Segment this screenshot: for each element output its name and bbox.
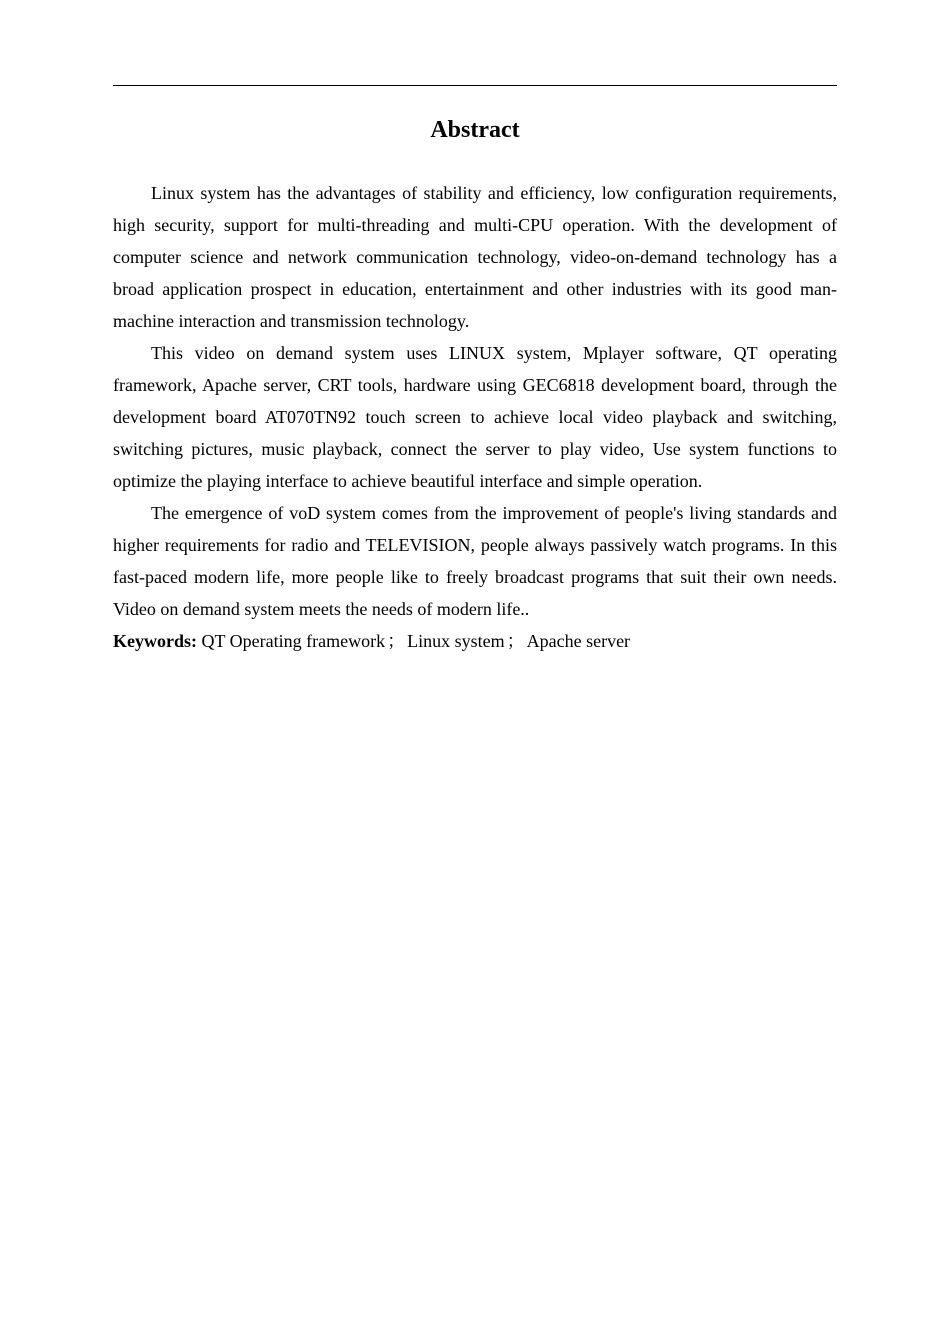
keywords-label: Keywords: (113, 631, 197, 651)
abstract-title: Abstract (430, 117, 520, 143)
keyword-separator: ； (387, 631, 406, 651)
keyword-separator: ； (506, 631, 525, 651)
keyword-item: Linux system (407, 631, 505, 651)
abstract-body (113, 177, 837, 657)
keywords-line (113, 625, 837, 657)
keyword-item: QT Operating framework (201, 631, 386, 651)
abstract-paragraph-3: The emergence of voD system comes from the improvement of people's living standards and higher requirements for radio and TELEVISION, people always passively watch programs. In this fast-paced modern life, more people like to freely broadcast programs that suit their own needs. Video on demand system meets the needs of modern life.. (113, 503, 837, 619)
keyword-item: Apache server (526, 631, 631, 651)
abstract-paragraph-2: This video on demand system uses LINUX system, Mplayer software, QT operating framework, Apache server, CRT tools, hardware using GEC6818 development board, through the development board AT070TN92 touch screen to achieve local video playback and switching, switching pictures, music playback, connect the server to play video, Use system functions to optimize the playing interface to achieve beautiful interface and simple operation. (113, 343, 837, 491)
abstract-paragraph-1: Linux system has the advantages of stability and efficiency, low configuration requirements, high security, support for multi-threading and multi-CPU operation. With the development of computer science and network communication technology, video-on-demand technology has a broad application prospect in education, entertainment and other industries with its good man-machine interaction and transmission technology. (113, 183, 837, 331)
header-rule (113, 85, 837, 86)
